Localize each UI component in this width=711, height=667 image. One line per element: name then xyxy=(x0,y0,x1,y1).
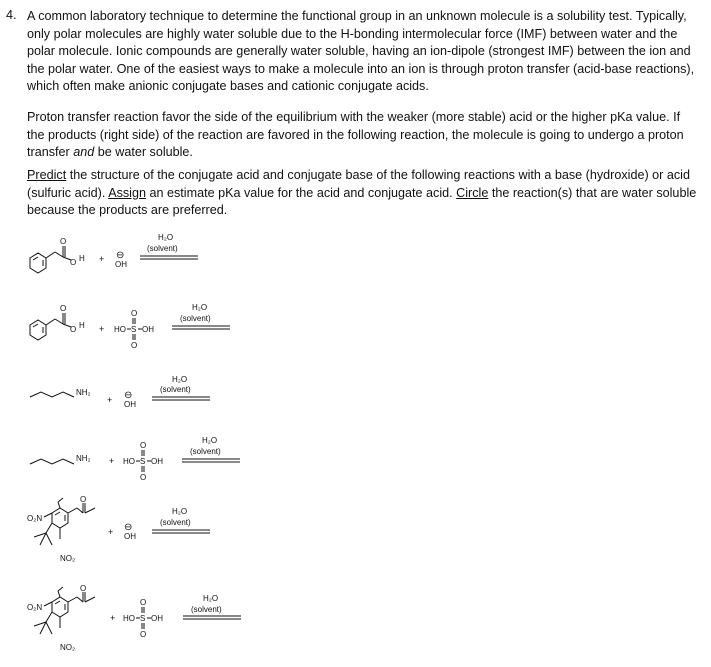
ketone-o: O xyxy=(80,495,87,504)
water-label: H₂O xyxy=(192,303,208,312)
dinitro-ketone-structure xyxy=(34,587,95,634)
solvent-label: (solvent) xyxy=(160,385,191,394)
acid-h: H xyxy=(79,321,85,330)
water-label: H₂O xyxy=(203,594,219,603)
amine-group: NH₂ xyxy=(76,454,91,463)
solvent-label: (solvent) xyxy=(180,314,211,323)
svg-text:S: S xyxy=(140,614,146,623)
predict-keyword: Predict xyxy=(27,168,67,182)
hydroxyl-o: O xyxy=(70,325,77,334)
paragraph-proton-transfer: Proton transfer reaction favor the side of the equilibrium with the weaker (more stable) acid or the higher pKa value. If the products (right side) of the reaction are favored in the following reaction, the molecule is going to undergo a proton transfer and be water soluble. xyxy=(27,110,684,160)
paragraph-intro: A common laboratory technique to determine the functional group in an unknown molecule is a solubility test. Typically, only polar molecules are highly water soluble due to the H-bonding intermolecular force (IMF) between water and the polar molecule. Ionic compounds are generally water soluble, having an ion-dipole (strongest IMF) between the ion and the polar water. One of the easiest ways to make a molecule into an ion is through proton transfer (acid-base reactions), which often make anionic conjugate bases and cationic conjugate acids. xyxy=(27,9,695,94)
plus: + xyxy=(108,527,114,537)
benzoic-acid-structure xyxy=(30,246,71,273)
nitro-group-1: O₂N xyxy=(27,603,43,612)
svg-text:O: O xyxy=(140,473,147,482)
water-label: H₂O xyxy=(202,436,218,445)
butylamine-structure xyxy=(30,392,74,397)
reaction-1[interactable] xyxy=(0,225,711,275)
hydroxide-charge: ⊖ xyxy=(124,522,133,533)
plus: + xyxy=(107,395,113,405)
hydroxide: OH xyxy=(115,260,127,269)
hydroxide-charge: ⊖ xyxy=(116,250,125,261)
acid-h: H xyxy=(79,254,85,263)
solvent-label: (solvent) xyxy=(160,518,191,527)
nitro-group-2: NO₂ xyxy=(60,643,76,652)
carbonyl-o: O xyxy=(60,237,67,246)
svg-text:HO: HO xyxy=(123,614,135,623)
nitro-group-2: NO₂ xyxy=(60,554,76,563)
water-label: H₂O xyxy=(172,507,188,516)
benzoic-acid-structure xyxy=(30,313,71,340)
water-label: H₂O xyxy=(172,375,188,384)
dinitro-ketone-structure xyxy=(34,498,95,545)
sulfuric-acid-structure xyxy=(114,309,154,350)
plus: + xyxy=(110,613,116,623)
plus: + xyxy=(99,254,105,264)
reaction-3[interactable] xyxy=(0,365,711,415)
reaction-5[interactable] xyxy=(0,495,711,575)
svg-text:O: O xyxy=(131,341,138,350)
svg-text:O: O xyxy=(140,598,147,607)
question-number: 4. xyxy=(6,8,17,22)
paragraph-instructions: Predict the structure of the conjugate acid and conjugate base of the following reactions with a base (hydroxide) or acid (sulfuric acid). Assign an estimate pKa value for the acid and conjugate acid. Circle the reaction(s) that are water soluble because the products are preferred. xyxy=(27,168,697,218)
reaction-6[interactable] xyxy=(0,580,711,665)
plus: + xyxy=(109,456,115,466)
carbonyl-o: O xyxy=(60,304,67,313)
water-label: H₂O xyxy=(158,233,174,242)
sulfuric-acid-structure xyxy=(123,441,163,482)
solvent-label: (solvent) xyxy=(147,244,178,253)
solvent-label: (solvent) xyxy=(191,605,222,614)
svg-text:O: O xyxy=(140,630,147,639)
hydroxide: OH xyxy=(124,532,136,541)
nitro-group-1: O₂N xyxy=(27,514,43,523)
butylamine-structure xyxy=(30,459,74,464)
reaction-4[interactable] xyxy=(0,430,711,485)
plus: + xyxy=(99,324,105,334)
svg-text:S: S xyxy=(140,457,146,466)
solvent-label: (solvent) xyxy=(190,447,221,456)
hydroxide-charge: ⊖ xyxy=(124,390,133,401)
svg-text:O: O xyxy=(140,441,147,450)
svg-text:OH: OH xyxy=(151,457,163,466)
svg-text:OH: OH xyxy=(151,614,163,623)
hydroxide: OH xyxy=(124,400,136,409)
svg-text:S: S xyxy=(131,325,137,334)
assign-keyword: Assign xyxy=(108,185,146,200)
sulfuric-acid-structure xyxy=(123,598,163,639)
circle-keyword: Circle xyxy=(456,185,489,200)
amine-group: NH₂ xyxy=(76,388,91,397)
svg-text:HO: HO xyxy=(123,457,135,466)
svg-text:OH: OH xyxy=(142,325,154,334)
svg-text:O: O xyxy=(131,309,138,318)
svg-text:HO: HO xyxy=(114,325,126,334)
reaction-2[interactable] xyxy=(0,295,711,355)
ketone-o: O xyxy=(80,584,87,593)
hydroxyl-o: O xyxy=(70,258,77,267)
